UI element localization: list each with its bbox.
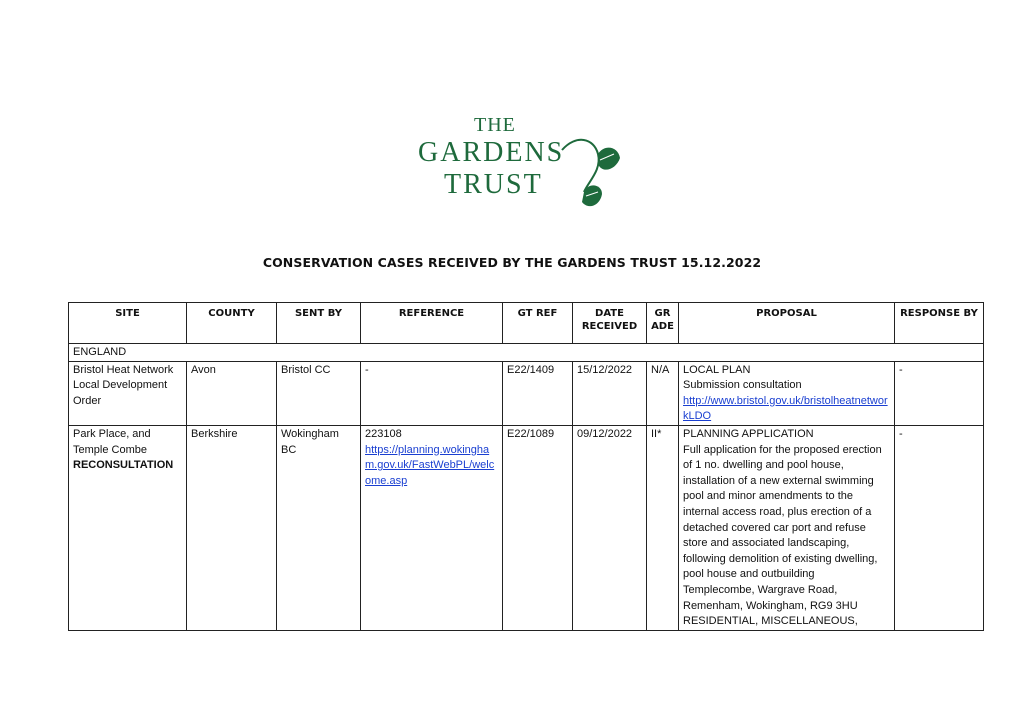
- header-site: SITE: [69, 303, 187, 344]
- cell-sent-by: Wokingham BC: [277, 425, 361, 630]
- table-header-row: [69, 303, 984, 344]
- cell-gt-ref: E22/1409: [503, 361, 573, 425]
- cell-grade: N/A: [647, 361, 679, 425]
- header-county: COUNTY: [187, 303, 277, 344]
- cell-proposal: [679, 361, 895, 425]
- header-proposal: PROPOSAL: [679, 303, 895, 344]
- reference-number: 223108: [365, 427, 402, 440]
- conservation-cases-table: [68, 302, 984, 631]
- proposal-address: Templecombe, Wargrave Road, Remenham, Wokingham, RG9 3HU: [683, 583, 858, 612]
- cell-date-received: 09/12/2022: [573, 425, 647, 630]
- site-name: Park Place, and Temple Combe: [73, 427, 151, 456]
- header-reference: REFERENCE: [361, 303, 503, 344]
- proposal-category: RESIDENTIAL, MISCELLANEOUS,: [683, 615, 858, 628]
- cell-county: Avon: [187, 361, 277, 425]
- proposal-text: Submission consultation: [683, 379, 802, 392]
- cell-grade: II*: [647, 425, 679, 630]
- leaf-vine-icon: [558, 130, 622, 210]
- document-title: CONSERVATION CASES RECEIVED BY THE GARDENS TRUST 15.12.2022: [262, 255, 762, 270]
- logo-text-gardens: GARDENS: [418, 137, 565, 168]
- cell-sent-by: Bristol CC: [277, 361, 361, 425]
- cell-proposal: [679, 425, 895, 630]
- header-sent-by: SENT BY: [277, 303, 361, 344]
- proposal-type: PLANNING APPLICATION: [683, 427, 814, 440]
- cell-county: Berkshire: [187, 425, 277, 630]
- table-row: [69, 361, 984, 425]
- proposal-link[interactable]: http://www.bristol.gov.uk/bristolheatnetworkLDO: [683, 394, 888, 423]
- cell-response-by: -: [895, 425, 984, 630]
- cell-site: Bristol Heat Network Local Development Order: [69, 361, 187, 425]
- section-row-england: [69, 344, 984, 362]
- cell-gt-ref: E22/1089: [503, 425, 573, 630]
- header-response-by: RESPONSE BY: [895, 303, 984, 344]
- cell-reference: -: [361, 361, 503, 425]
- header-gt-ref: GT REF: [503, 303, 573, 344]
- site-note: RECONSULTATION: [73, 459, 174, 472]
- proposal-type: LOCAL PLAN: [683, 363, 751, 376]
- reference-link[interactable]: https://planning.wokingham.gov.uk/FastWebPL/welcome.asp: [365, 443, 495, 487]
- gardens-trust-logo: [418, 114, 618, 210]
- cell-reference: [361, 425, 503, 630]
- cell-date-received: 15/12/2022: [573, 361, 647, 425]
- cell-site: [69, 425, 187, 630]
- section-label: ENGLAND: [69, 344, 984, 362]
- logo-text-the: THE: [474, 114, 516, 136]
- table-row: [69, 425, 984, 630]
- proposal-text: Full application for the proposed erection of 1 no. dwelling and pool house, installation of a new external swimming pool and minor amendments to the internal access road, plus erection of a detached covered car port and refuse store and associated landscaping, following demolition of existing dwelling, pool house and outbuilding: [683, 443, 882, 581]
- header-date-received: DATE RECEIVED: [573, 303, 647, 344]
- header-grade: GRADE: [647, 303, 679, 344]
- logo-text-trust: TRUST: [444, 169, 543, 200]
- cell-response-by: -: [895, 361, 984, 425]
